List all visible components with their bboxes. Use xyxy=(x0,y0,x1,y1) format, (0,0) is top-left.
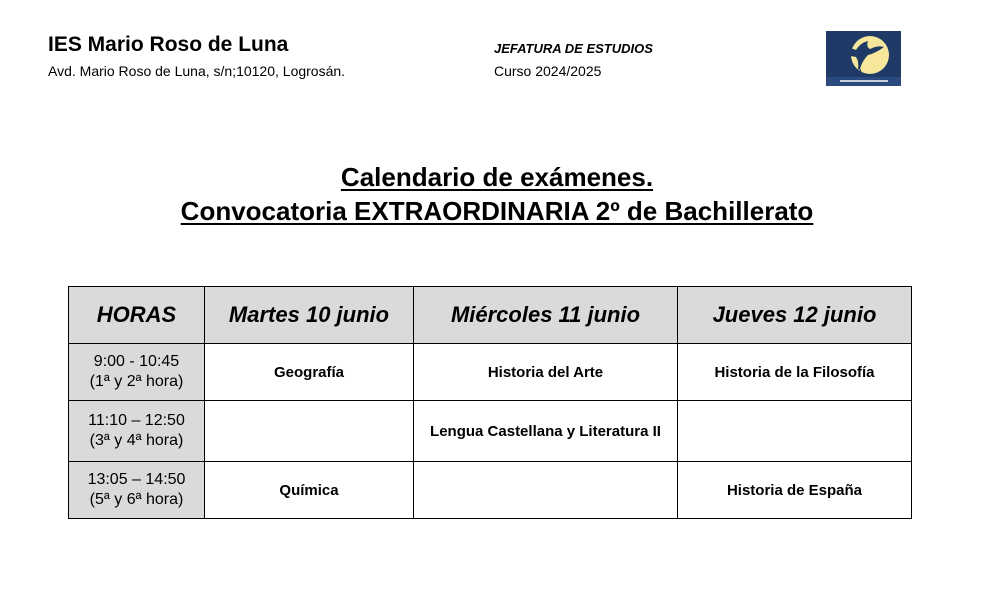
exam-cell: Química xyxy=(205,462,414,519)
time-range: 13:05 – 14:50 xyxy=(87,471,186,488)
exam-schedule-table xyxy=(68,286,912,519)
school-logo-moon-bird-icon xyxy=(826,31,901,86)
department-label: JEFATURA DE ESTUDIOS xyxy=(494,41,653,56)
table-row xyxy=(69,401,912,462)
column-header-tuesday: Martes 10 junio xyxy=(205,287,414,344)
title-line-1: Calendario de exámenes. xyxy=(340,162,654,192)
exam-cell xyxy=(414,462,678,519)
time-slot-cell xyxy=(69,401,205,462)
course-label: Curso 2024/2025 xyxy=(494,63,602,79)
table-row xyxy=(69,344,912,401)
class-periods: (3ª y 4ª hora) xyxy=(89,432,184,449)
exam-cell xyxy=(678,401,912,462)
time-range: 9:00 - 10:45 xyxy=(93,353,180,370)
column-header-wednesday: Miércoles 11 junio xyxy=(414,287,678,344)
exam-cell: Historia del Arte xyxy=(414,344,678,401)
table-header-row xyxy=(69,287,912,344)
table-row xyxy=(69,462,912,519)
school-name: IES Mario Roso de Luna xyxy=(48,33,289,56)
exam-cell: Historia de España xyxy=(678,462,912,519)
class-periods: (5ª y 6ª hora) xyxy=(89,491,184,508)
column-header-hours: HORAS xyxy=(69,287,205,344)
time-slot-cell xyxy=(69,462,205,519)
time-range: 11:10 – 12:50 xyxy=(88,412,185,429)
exam-cell: Lengua Castellana y Literatura II xyxy=(414,401,678,462)
class-periods: (1ª y 2ª hora) xyxy=(89,373,184,390)
time-slot-cell xyxy=(69,344,205,401)
page-title xyxy=(0,160,994,228)
exam-cell: Historia de la Filosofía xyxy=(678,344,912,401)
school-address: Avd. Mario Roso de Luna, s/n;10120, Logrosán. xyxy=(48,63,346,79)
column-header-thursday: Jueves 12 junio xyxy=(678,287,912,344)
title-line-2: Convocatoria EXTRAORDINARIA 2º de Bachillerato xyxy=(180,196,814,226)
exam-cell xyxy=(205,401,414,462)
exam-cell: Geografía xyxy=(205,344,414,401)
